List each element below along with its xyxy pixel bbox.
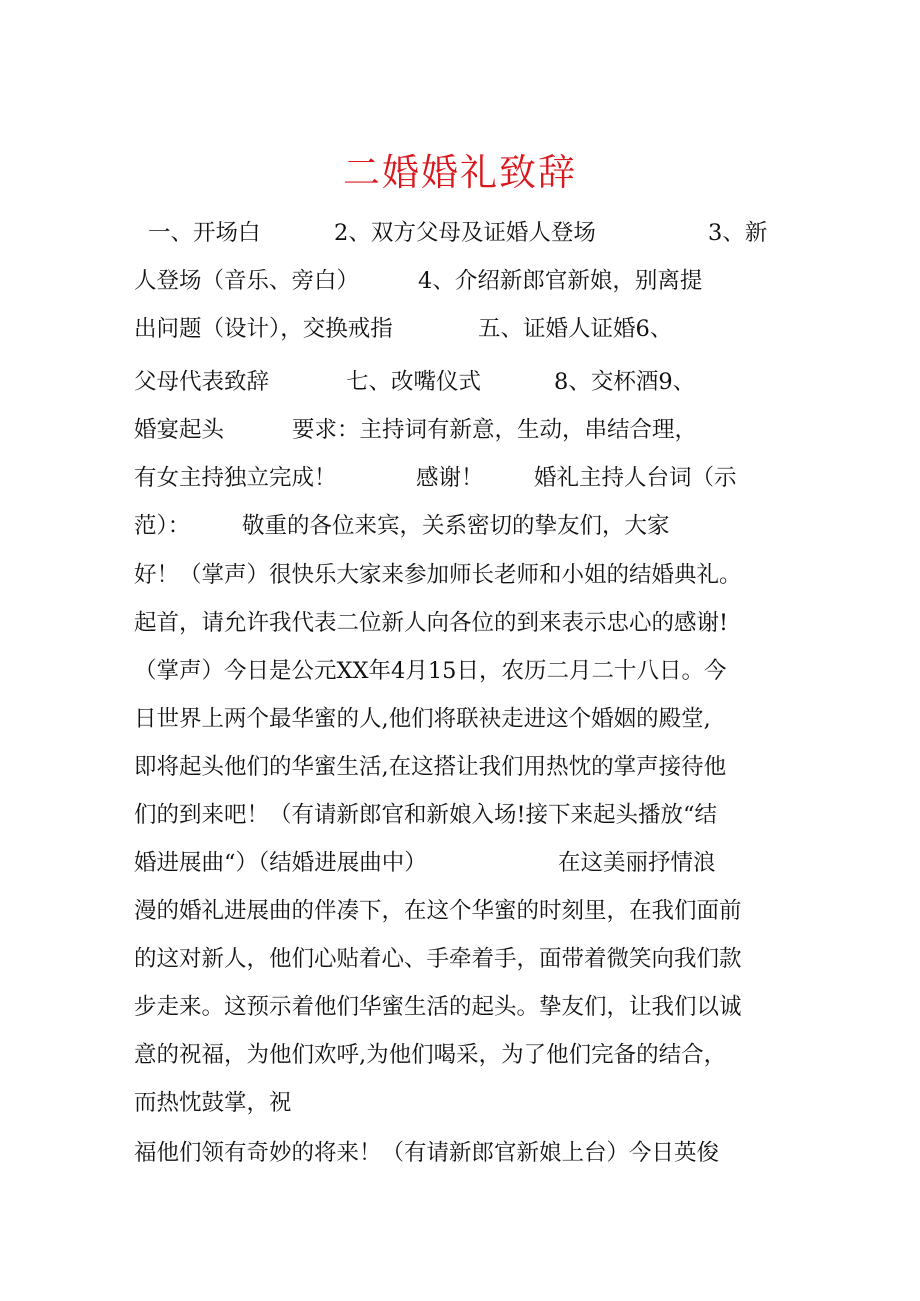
text-line-19 xyxy=(134,1086,292,1120)
text-line-2 xyxy=(134,264,702,298)
text-segment: 人登场（音乐、旁白） xyxy=(134,268,360,294)
text-segment: 好！（掌声）很快乐大家来参加师长老师和小姐的结婚典礼。 xyxy=(134,562,742,588)
text-segment: （掌声）今日是公元XX年4月15日，农历二月二十八日。今 xyxy=(134,658,727,684)
text-segment: 2、双方父母及证婚人登场 xyxy=(334,220,596,246)
text-segment: 步走来。这预示着他们华蜜生活的起头。挚友们，让我们以诚 xyxy=(134,994,742,1020)
text-segment: 日世界上两个最华蜜的人,他们将联袂走进这个婚姻的殿堂, xyxy=(134,706,711,732)
text-line-1 xyxy=(148,216,767,250)
text-segment: 们的到来吧！（有请新郎官和新娘入场!接下来起头播放“结 xyxy=(134,802,718,828)
document-title: 二婚婚礼致辞 xyxy=(343,151,577,194)
text-line-12 xyxy=(134,750,726,784)
text-line-14 xyxy=(134,846,716,880)
text-segment: 福他们领有奇妙的将来！（有请新郎官新娘上台）今日英俊 xyxy=(134,1140,720,1166)
text-segment: 起首，请允许我代表二位新人向各位的到来表示忠心的感谢! xyxy=(134,610,729,636)
text-line-10 xyxy=(134,654,726,688)
text-line-5 xyxy=(134,413,697,447)
text-line-6 xyxy=(134,461,737,495)
text-segment: 婚进展曲“）（结婚进展曲中） xyxy=(134,850,427,876)
text-segment: 出问题（设计），交换戒指 xyxy=(134,316,393,342)
text-segment: 感谢！ xyxy=(416,465,484,491)
text-segment: 意的祝福，为他们欢呼,为他们喝采，为了他们完备的结合， xyxy=(134,1042,727,1068)
text-segment: 在这美丽抒情浪 xyxy=(558,850,716,876)
text-segment: 七、改嘴仪式 xyxy=(346,369,482,395)
text-segment: 父母代表致辞 xyxy=(134,369,270,395)
text-segment: 婚礼主持人台词（示 xyxy=(534,465,737,491)
text-line-3 xyxy=(134,312,672,346)
text-segment: 即将起头他们的华蜜生活,在这搭让我们用热忱的掌声接待他 xyxy=(134,754,727,780)
text-line-16 xyxy=(134,942,742,976)
text-line-4 xyxy=(134,365,695,399)
text-line-18 xyxy=(134,1038,726,1072)
text-segment: 4、介绍新郎官新娘，别离提 xyxy=(418,268,703,294)
text-segment: 的这对新人，他们心贴着心、手牵着手，面带着微笑向我们款 xyxy=(134,946,742,972)
text-line-17 xyxy=(134,990,742,1024)
text-segment: 要求：主持词有新意，生动，串结合理， xyxy=(292,417,698,443)
text-segment: 漫的婚礼进展曲的伴凑下，在这个华蜜的时刻里，在我们面前 xyxy=(134,898,742,924)
text-segment: 婚宴起头 xyxy=(134,417,225,443)
text-segment: 敬重的各位来宾，关系密切的挚友们，大家 xyxy=(242,513,670,539)
text-segment: 8、交杯酒9、 xyxy=(554,369,696,395)
text-line-11 xyxy=(134,702,711,736)
text-segment: 范）： xyxy=(134,513,191,539)
text-segment: 而热忱鼓掌，祝 xyxy=(134,1090,292,1116)
text-line-8 xyxy=(134,558,742,592)
text-line-20 xyxy=(134,1136,719,1170)
text-segment: 一、开场白 xyxy=(148,220,261,246)
text-segment: 五、证婚人证婚6、 xyxy=(478,316,673,342)
text-line-9 xyxy=(134,606,728,640)
text-segment: 3、新 xyxy=(708,220,768,246)
text-line-13 xyxy=(134,798,717,832)
text-segment: 有女主持独立完成！ xyxy=(134,465,337,491)
text-line-15 xyxy=(134,894,742,928)
text-line-7 xyxy=(134,509,670,543)
